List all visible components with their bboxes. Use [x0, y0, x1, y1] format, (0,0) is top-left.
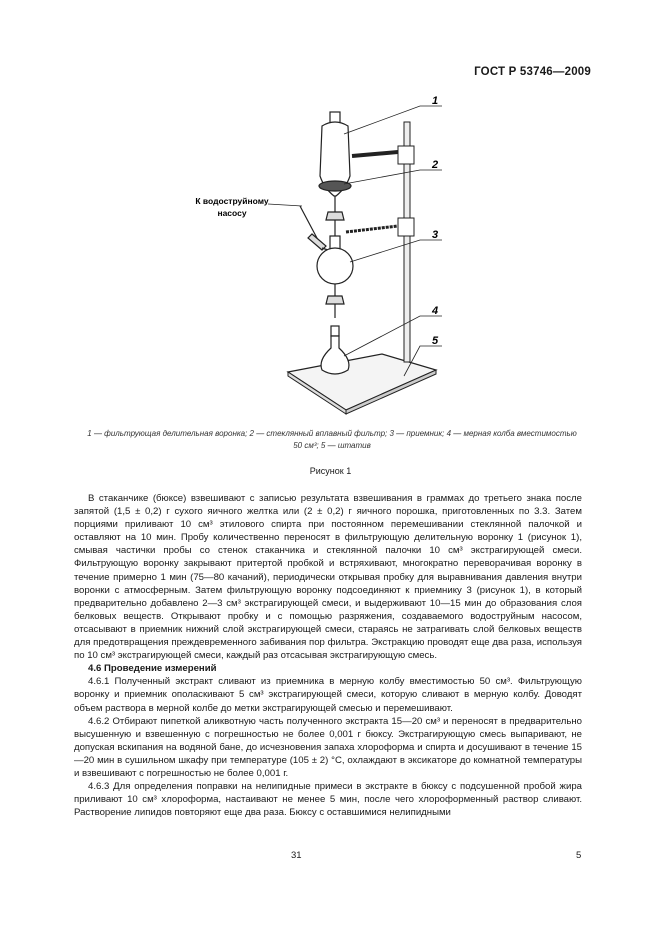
- section-heading: 4.6 Проведение измерений: [88, 663, 217, 675]
- page-number-right: 5: [576, 850, 582, 861]
- figure-caption: 1 — фильтрующая делительная воронка; 2 — стеклянный вплавный фильтр; 3 — приемник; 4 — мерная колба вместимостью 50 см³; 5 — штатив: [87, 429, 577, 450]
- page-number-center: 31: [291, 850, 302, 861]
- pump-label: К водоструйному: [195, 196, 269, 206]
- body-text: [74, 492, 582, 819]
- paragraph: 4.6.3 Для определения поправки на нелипидные примеси в экстракте в бюксу с подсушенной пробой жира приливают 10 см³ хлороформа, настаивают не менее 5 мин, после чего хлороформенный раствор сливают. Растворение липидов повторяют еще два раза. Бюксу с оставшимися нелипидными: [74, 781, 582, 819]
- paragraph: В стаканчике (бюксе) взвешивают с записью результата взвешивания в граммах до третьего знака после запятой (1,5 ± 0,2) г сухого яичного желтка или (2 ± 0,2) г яичного порошка, приготовленных по 3.3. Затем порциями приливают 10 см³ этилового спирта при постоянном перемешивании стеклянной палочкой и оставляют на 10 мин. Пробу количественно переносят в фильтрующую делительную воронку 1 (рисунок 1), смывая частички пробы со стенок стаканчика и стеклянной палочки 10 см³ экстрагирующей смеси. Фильтрующую воронку закрывают притертой пробкой и встряхивают, многократно переворачивая воронку в течение примерно 1 мин (75—80 качаний), периодически открывая пробку для выравнивания давления внутри воронки с атмосферным. Затем фильтрующую воронку подсоединяют к приемнику 3 (рисунок 1), в который предварительно добавлено 2—3 см³ экстрагирующей смеси, и выдерживают 10—15 мин до образования слоя белковых веществ. Открывают пробку и с помощью разряжения, создаваемого водоструйным насосом, отсасывают в приемник нижний слой экстрагирующей смеси, стараясь не затрагивать слой белковых веществ для предотвращения преждевременного забивания пор фильтра. Экстракцию проводят еще два раза, используя по 10 см³ экстрагирующей смеси, каждый раз отсасывая экстрагирующую смесь.: [74, 493, 582, 662]
- filter-funnel: [319, 112, 351, 236]
- figure-title: Рисунок 1: [309, 466, 352, 476]
- callout-2: 2: [432, 159, 439, 171]
- svg-text:насосу: насосу: [217, 208, 247, 218]
- callout-4: 4: [432, 305, 439, 317]
- paragraph: 4.6.1 Полученный экстракт сливают из приемника в мерную колбу вместимостью 50 см³. Фильтрующую воронку и приемник ополаскивают 5 см³ экстрагирующей смеси, которую сливают в мерную колбу. Доводят объем раствора в мерной колбе до метки экстрагирующей смесью и перемешивают.: [74, 676, 582, 714]
- callout-5: 5: [432, 335, 439, 347]
- apparatus-figure: [0, 0, 661, 420]
- callout-3: 3: [432, 229, 439, 241]
- glass-filter: [319, 181, 351, 191]
- volumetric-flask: [321, 326, 349, 374]
- callout-1: 1: [432, 95, 439, 107]
- document-header: ГОСТ Р 53746—2009: [474, 66, 591, 78]
- paragraph: 4.6.2 Отбирают пипеткой аликвотную часть полученного экстракта 15—20 см³ и переносят в предварительно высушенную и взвешенную с погрешностью не более 0,001 г бюксу. Экстрагирующую смесь выпаривают, не допуская вскипания на водяной бане, до исчезновения запаха хлороформа и спирта и досушивают в течение 15—20 мин в сушильном шкафу при температуре (105 ± 2) °С, охлаждают в эксикаторе до комнатной температуры и взвешивают с погрешностью не более 0,001 г.: [74, 715, 582, 779]
